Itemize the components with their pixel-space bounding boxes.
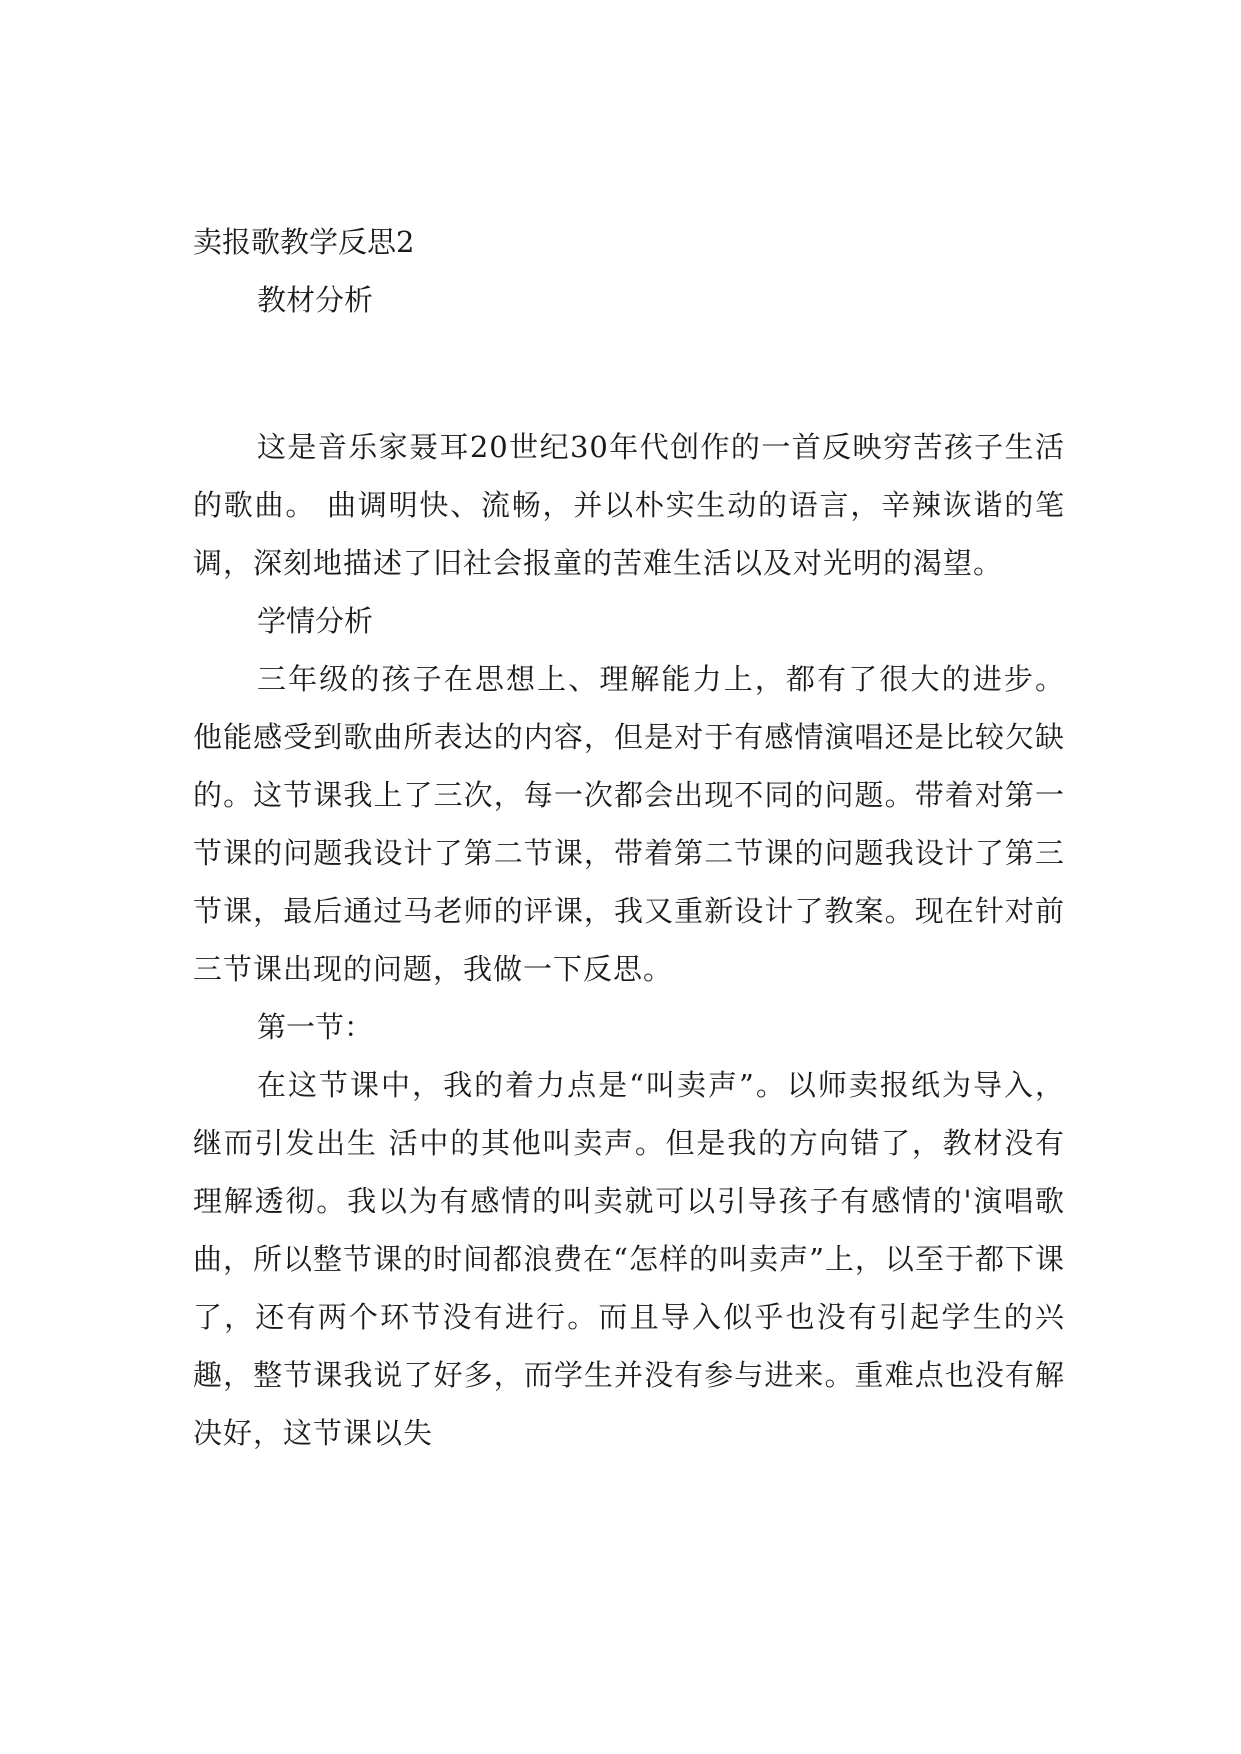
- paragraph-first-lesson: 在这节课中，我的着力点是“叫卖声”。以师卖报纸为导入，继而引发出生 活中的其他叫卖声。但是我的方向错了，教材没有理解透彻。我以为有感情的叫卖就可以引导孩子有感情的'演唱歌曲，所以整节课的时间都浪费在“怎样的叫卖声”上，以至于都下课了，还有两个环节没有进行。而且导入似乎也没有引起学生的兴趣，整节课我说了好多，而学生并没有参与进来。重难点也没有解决好，这节课以失: [193, 1068, 1065, 1450]
- paragraph-textbook-analysis: 这是音乐家聂耳20世纪30年代创作的一首反映穷苦孩子生活的歌曲。 曲调明快、流畅，并以朴实生动的语言，辛辣诙谐的笔调，深刻地描述了旧社会报童的苦难生活以及对光明的渴望。: [193, 430, 1065, 580]
- section-heading-student-analysis: 学情分析: [257, 604, 374, 638]
- section-heading-first-lesson: 第一节：: [257, 1010, 374, 1044]
- section-heading-textbook-analysis: 教材分析: [257, 283, 374, 317]
- document-title: 卖报歌教学反思2: [193, 225, 415, 259]
- document-page: [193, 222, 1065, 1462]
- paragraph-student-analysis: 三年级的孩子在思想上、理解能力上，都有了很大的进步。他能感受到歌曲所表达的内容，但是对于有感情演唱还是比较欠缺的。这节课我上了三次，每一次都会出现不同的问题。带着对第一节课的问题我设计了第二节课，带着第二节课的问题我设计了第三节课，最后通过马老师的评课，我又重新设计了教案。现在针对前三节课出现的问题，我做一下反思。: [193, 662, 1065, 986]
